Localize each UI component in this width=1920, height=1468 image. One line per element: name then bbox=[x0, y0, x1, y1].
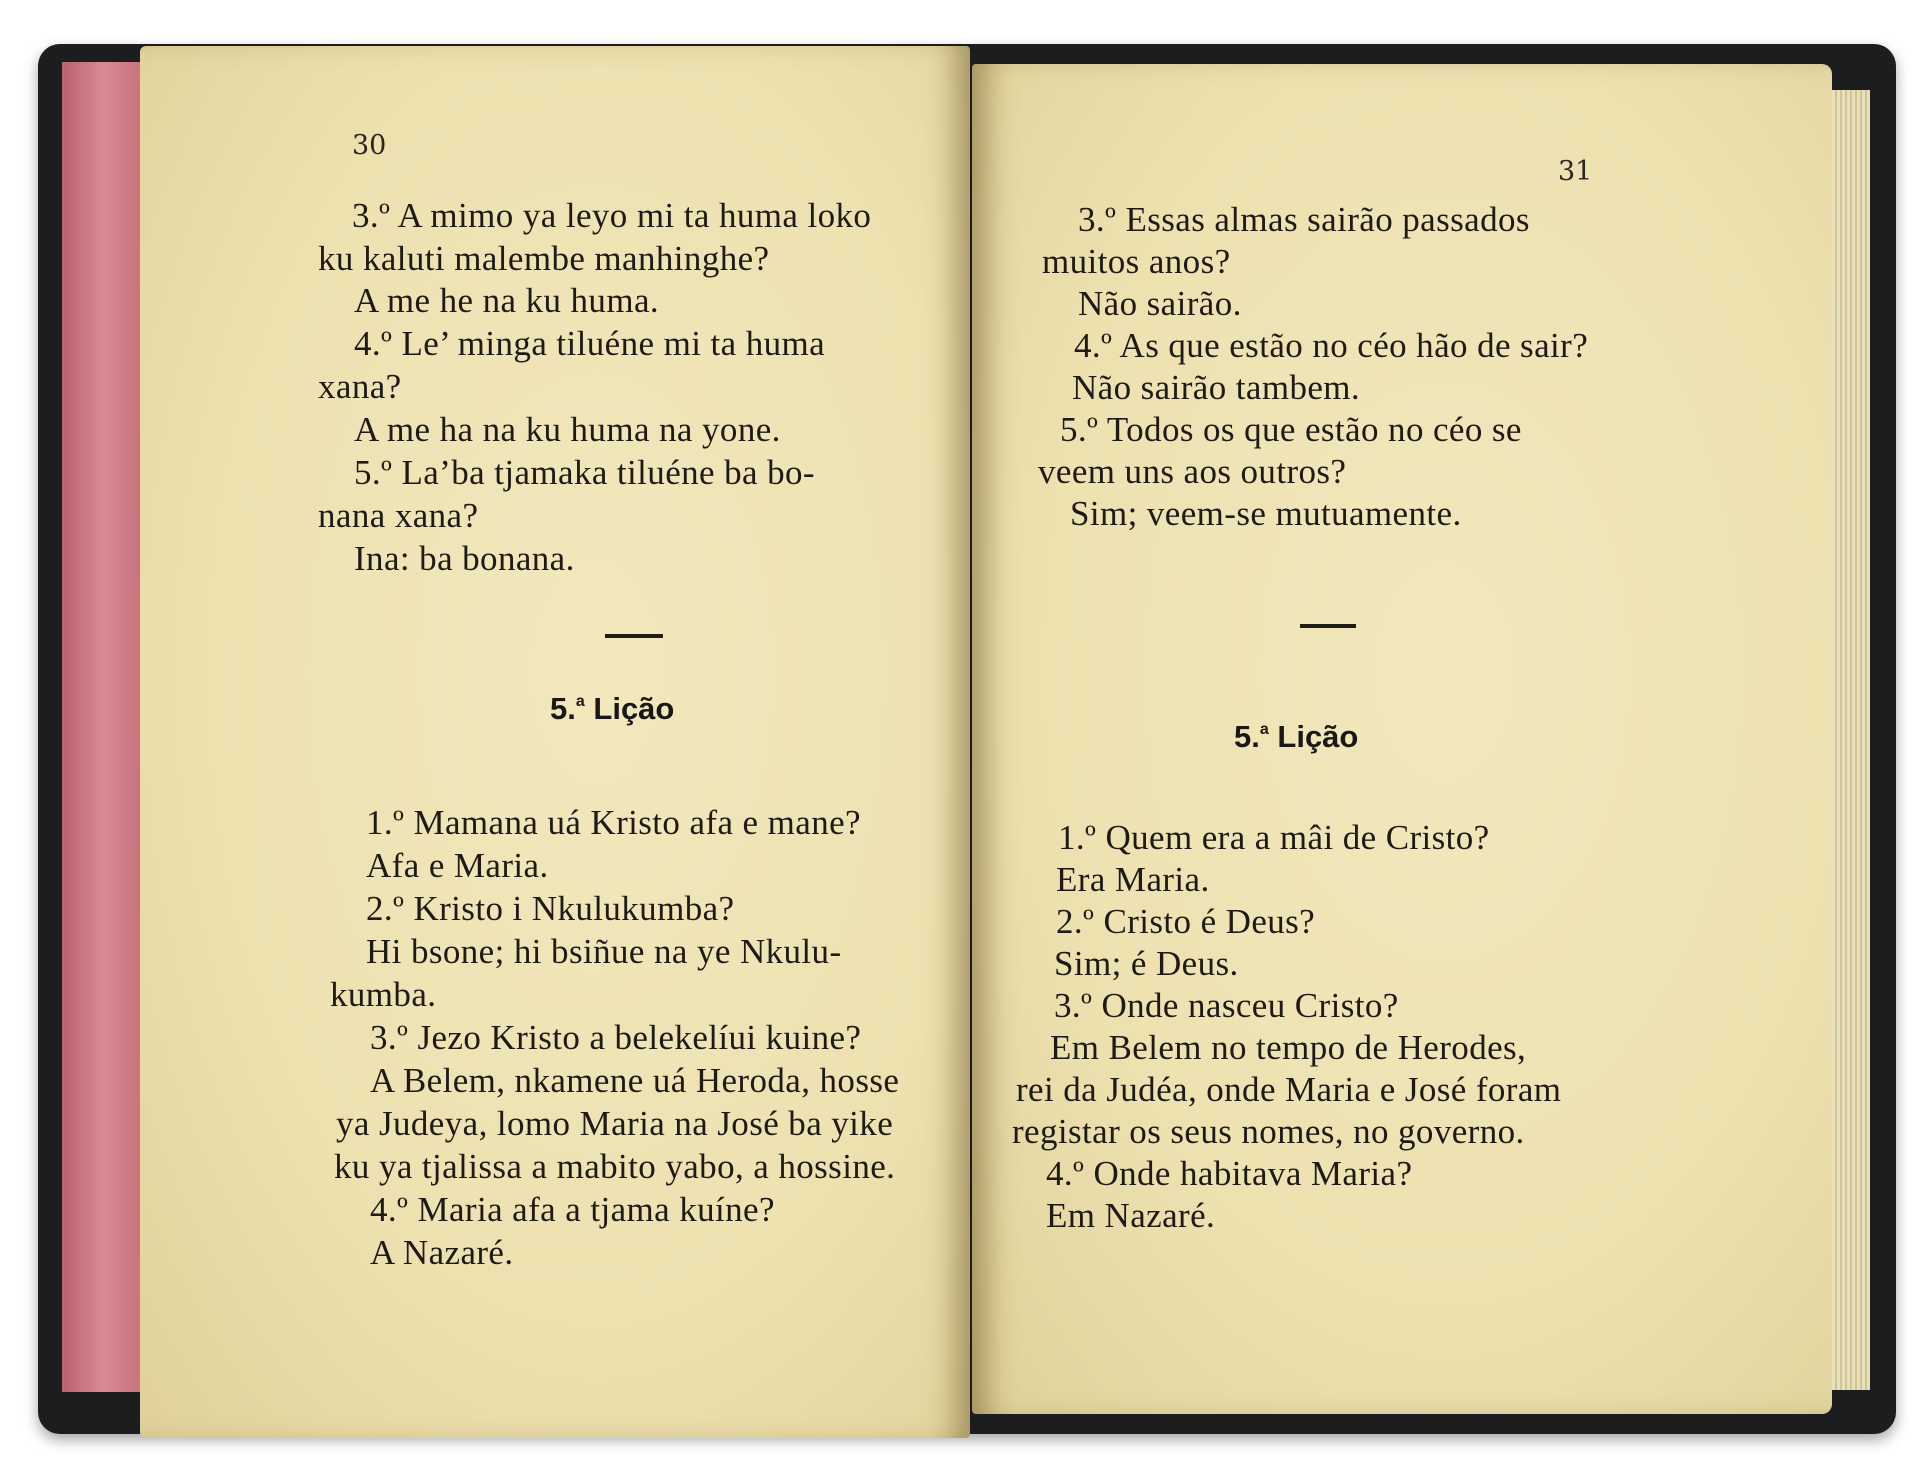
section-divider bbox=[1300, 624, 1356, 628]
text-line: Em Nazaré. bbox=[1046, 1196, 1216, 1235]
text-line: A me ha na ku huma na yone. bbox=[354, 410, 781, 449]
left-page bbox=[140, 46, 970, 1438]
text-line: ku kaluti malembe manhinghe? bbox=[318, 239, 770, 278]
lesson-heading: 5.$^a$ Lição bbox=[1234, 719, 1359, 754]
text-line: 4.º Onde habitava Maria? bbox=[1046, 1154, 1413, 1193]
text-line: Hi bsone; hi bsiñue na ye Nkulu- bbox=[366, 932, 842, 971]
text-line: A Belem, nkamene uá Heroda, hosse bbox=[370, 1061, 900, 1100]
text-line: 2.º Cristo é Deus? bbox=[1056, 902, 1316, 941]
text-line: nana xana? bbox=[318, 496, 479, 535]
text-line: Não sairão tambem. bbox=[1072, 368, 1361, 407]
text-line: ya Judeya, lomo Maria na José ba yike bbox=[336, 1104, 894, 1143]
text-line: 5.º La’ba tjamaka tiluéne ba bo- bbox=[354, 453, 815, 492]
lesson-heading: 5.$^a$ Lição bbox=[550, 691, 675, 726]
text-line: muitos anos? bbox=[1042, 242, 1231, 281]
text-line: xana? bbox=[318, 367, 402, 406]
text-line: kumba. bbox=[330, 975, 437, 1014]
text-line: veem uns aos outros? bbox=[1038, 452, 1347, 491]
text-line: 1.º Mamana uá Kristo afa e mane? bbox=[366, 803, 861, 842]
text-line: 4.º Le’ minga tiluéne mi ta huma bbox=[354, 324, 826, 363]
section-divider bbox=[605, 634, 663, 638]
text-line: Em Belem no tempo de Herodes, bbox=[1050, 1028, 1527, 1067]
page-stack-edge bbox=[1830, 90, 1870, 1390]
text-line: 3.º Onde nasceu Cristo? bbox=[1054, 986, 1399, 1025]
text-line: Não sairão. bbox=[1078, 284, 1242, 323]
text-line: Sim; veem-se mutuamente. bbox=[1070, 494, 1462, 533]
page-number: 30 bbox=[352, 130, 387, 161]
text-line: registar os seus nomes, no governo. bbox=[1012, 1112, 1525, 1151]
text-line: 3.º A mimo ya leyo mi ta huma loko bbox=[352, 196, 872, 235]
book-edge-pink bbox=[62, 62, 152, 1392]
text-line: ku ya tjalissa a mabito yabo, a hossine. bbox=[334, 1147, 896, 1186]
right-page bbox=[972, 64, 1832, 1414]
text-line: 1.º Quem era a mâi de Cristo? bbox=[1058, 818, 1490, 857]
text-line: Afa e Maria. bbox=[366, 846, 549, 885]
text-line: 5.º Todos os que estão no céo se bbox=[1060, 410, 1522, 449]
text-line: Ina: ba bonana. bbox=[354, 539, 575, 578]
text-line: 4.º Maria afa a tjama kuíne? bbox=[370, 1190, 775, 1229]
text-line: 4.º As que estão no céo hão de sair? bbox=[1074, 326, 1589, 365]
text-line: Era Maria. bbox=[1056, 860, 1210, 899]
text-line: rei da Judéa, onde Maria e José foram bbox=[1016, 1070, 1562, 1109]
page-number: 31 bbox=[1558, 156, 1593, 187]
text-line: A me he na ku huma. bbox=[354, 281, 660, 320]
text-line: A Nazaré. bbox=[370, 1233, 514, 1272]
text-line: 3.º Jezo Kristo a belekelíui kuine? bbox=[370, 1018, 862, 1057]
text-line: 2.º Kristo i Nkulukumba? bbox=[366, 889, 735, 928]
text-line: 3.º Essas almas sairão passados bbox=[1078, 200, 1530, 239]
text-line: Sim; é Deus. bbox=[1054, 944, 1239, 983]
